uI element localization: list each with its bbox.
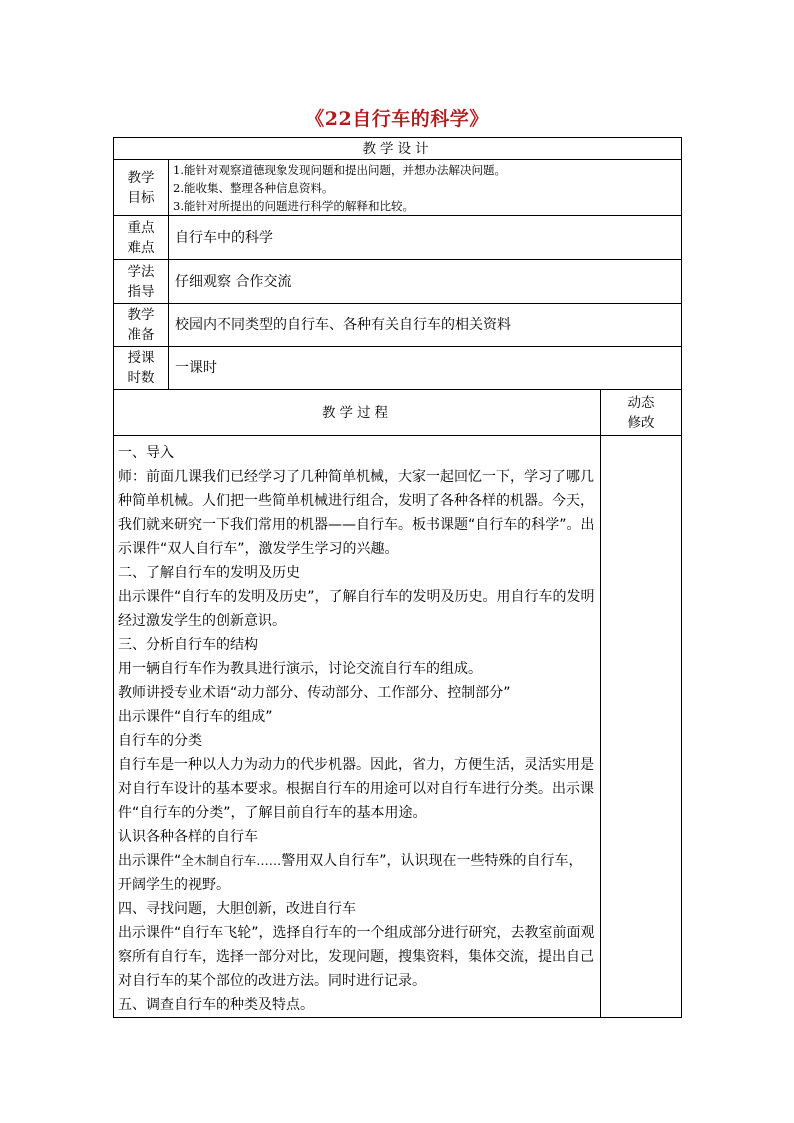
- process-text: 出示课件“: [118, 853, 182, 869]
- process-header: 教学过程: [114, 390, 601, 436]
- keypoints-value: 自行车中的科学: [169, 216, 682, 260]
- process-paragraph: 认识各种各样的自行车: [118, 829, 258, 845]
- hours-label: [114, 347, 169, 390]
- hours-label-line2: 时数: [127, 370, 155, 386]
- process-paragraph: 自行车的分类: [118, 733, 202, 749]
- keypoints-label-line2: 难点: [127, 239, 155, 256]
- process-header-row: [114, 390, 682, 436]
- process-paragraph: 二、了解自行车的发明及历史: [118, 565, 300, 581]
- process-paragraph: [118, 849, 596, 897]
- process-content: [114, 436, 601, 1018]
- process-paragraph: 师：前面几课我们已经学习了几种简单机械，大家一起回忆一下，学习了哪几种简单机械。人们把一些简单机械进行组合，发明了各种各样的机器。今天，我们就来研究一下我们常用的机器——自行车。板书课题“自行车的科学”。出示课件“双人自行车”，激发学生学习的兴趣。: [118, 469, 595, 557]
- process-paragraph: 四、寻找问题，大胆创新，改进自行车: [118, 901, 356, 917]
- process-body-row: [114, 436, 682, 1018]
- method-value: 仔细观察 合作交流: [169, 260, 682, 304]
- method-label: [114, 260, 169, 304]
- process-paragraph: 出示课件“自行车的发明及历史”，了解自行车的发明及历史。用自行车的发明经过激发学生的创新意识。: [118, 589, 595, 629]
- dynamic-edit-cell: [601, 436, 682, 1018]
- goal-item: 3.能针对所提出的问题进行科学的解释和比较。: [173, 198, 414, 213]
- process-paragraph: 一、导入: [118, 445, 174, 461]
- process-paragraph: 用一辆自行车作为教具进行演示，讨论交流自行车的组成。: [118, 661, 482, 677]
- design-header-row: [114, 138, 682, 160]
- hours-row: [114, 347, 682, 390]
- goal-item: 2.能收集、整理各种信息资料。: [173, 180, 334, 195]
- keypoints-label-line1: 重点: [127, 219, 155, 236]
- process-paragraph: 教师讲授专业术语“动力部分、传动部分、工作部分、控制部分”: [118, 685, 511, 701]
- goals-row: [114, 160, 682, 216]
- lesson-plan-table: [113, 137, 682, 1018]
- method-label-line1: 学法: [127, 263, 155, 280]
- prep-label-line2: 准备: [127, 327, 155, 343]
- goal-item: 1.能针对观察道德现象发现问题和提出问题，并想办法解决问题。: [173, 162, 506, 177]
- process-text: 全木制自行车……: [181, 853, 282, 868]
- process-paragraph: 出示课件“自行车的组成”: [118, 709, 273, 725]
- method-row: [114, 260, 682, 304]
- dynamic-edit-line2: 修改: [627, 414, 655, 431]
- prep-label-line1: 教学: [127, 307, 155, 323]
- document-title: 《22自行车的科学》: [305, 108, 489, 130]
- prep-value: 校园内不同类型的自行车、各种有关自行车的相关资料: [169, 304, 682, 347]
- keypoints-row: [114, 216, 682, 260]
- keypoints-label: [114, 216, 169, 260]
- method-label-line2: 指导: [127, 283, 155, 300]
- process-paragraph: 自行车是一种以人力为动力的代步机器。因此，省力，方便生活，灵活实用是对自行车设计的基本要求。根据自行车的用途可以对自行车进行分类。出示课件“自行车的分类”，了解目前自行车的基本用途。: [118, 757, 594, 821]
- process-text: 警用双人自行车”，认识现在一些特殊的自行车，开阔学生的视野。: [118, 853, 583, 893]
- process-paragraph: 出示课件“自行车飞轮”，选择自行车的一个组成部分进行研究，去教室前面观察所有自行车，选择一部分对比，发现问题，搜集资料，集体交流，提出自己对自行车的某个部位的改进方法。同时进行记录。: [118, 925, 595, 989]
- hours-label-line1: 授课: [127, 350, 155, 366]
- goals-label: [114, 160, 169, 216]
- dynamic-edit-header: [601, 390, 682, 436]
- goals-value: [169, 160, 682, 216]
- prep-label: [114, 304, 169, 347]
- process-paragraph: 五、调查自行车的种类及特点。: [118, 997, 314, 1013]
- prep-row: [114, 304, 682, 347]
- dynamic-edit-line1: 动态: [627, 394, 655, 411]
- goals-label-line2: 目标: [127, 189, 155, 206]
- design-header: 教学设计: [114, 138, 682, 160]
- process-paragraph: 三、分析自行车的结构: [118, 637, 258, 653]
- goals-label-line1: 教学: [127, 169, 155, 186]
- hours-value: 一课时: [169, 347, 682, 390]
